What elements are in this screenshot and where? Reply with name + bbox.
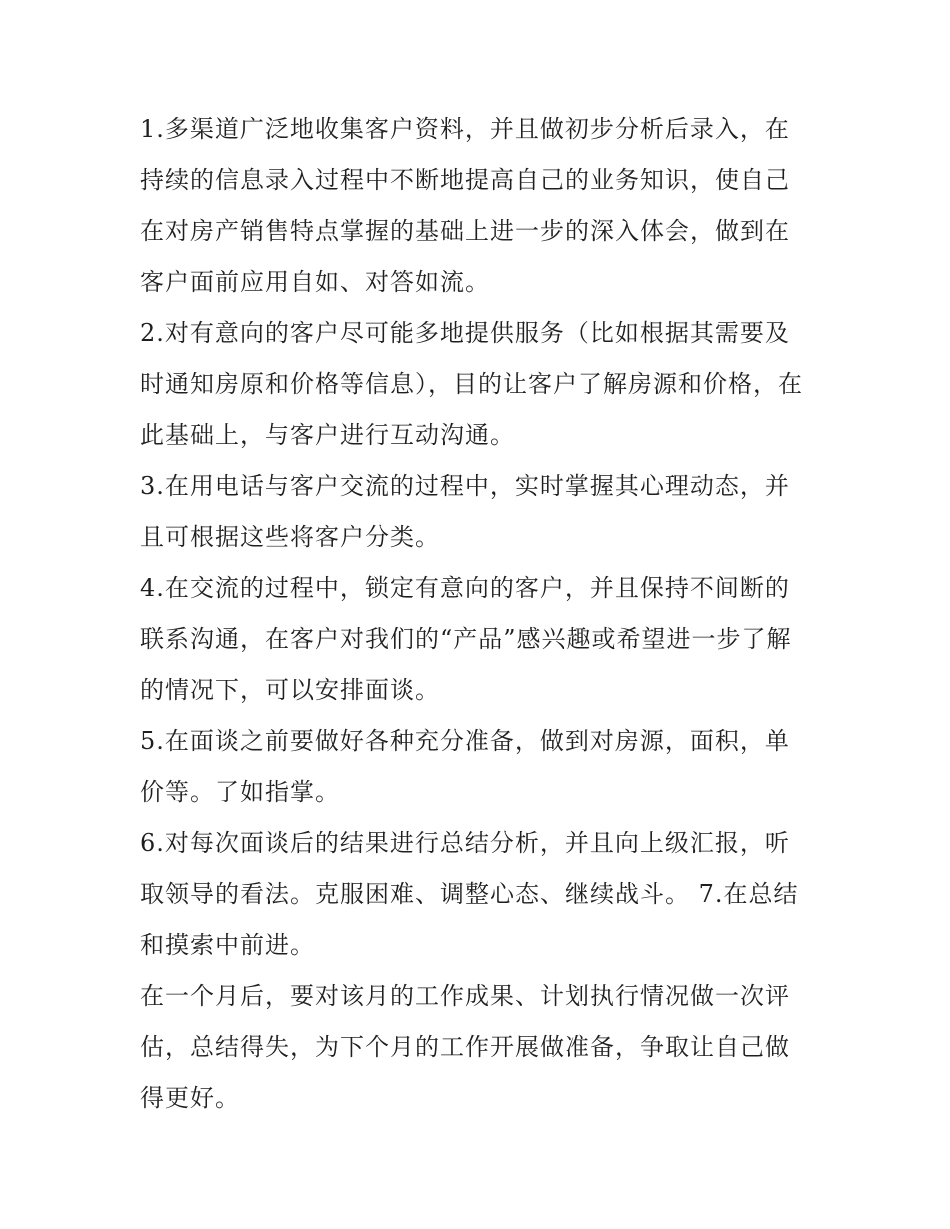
document-body	[140, 104, 812, 1124]
paragraph-1: 1.多渠道广泛地收集客户资料，并且做初步分析后录入，在持续的信息录入过程中不断地提高自己的业务知识，使自己在对房产销售特点掌握的基础上进一步的深入体会，做到在客户面前应用自如、对答如流。	[140, 115, 790, 296]
paragraph-7: 在一个月后，要对该月的工作成果、计划执行情况做一次评估，总结得失，为下个月的工作开展做准备，争取让自己做得更好。	[140, 982, 790, 1112]
paragraph-6: 6.对每次面谈后的结果进行总结分析，并且向上级汇报，听取领导的看法。克服困难、调整心态、继续战斗。 7.在总结和摸索中前进。	[140, 829, 799, 959]
paragraph-5: 5.在面谈之前要做好各种充分准备，做到对房源，面积，单价等。了如指掌。	[140, 727, 790, 806]
paragraph-4: 4.在交流的过程中，锁定有意向的客户，并且保持不间断的联系沟通，在客户对我们的“产品”感兴趣或希望进一步了解的情况下，可以安排面谈。	[140, 574, 792, 704]
paragraph-2: 2.对有意向的客户尽可能多地提供服务（比如根据其需要及时通知房原和价格等信息），目的让客户了解房源和价格，在此基础上，与客户进行互动沟通。	[140, 319, 803, 449]
paragraph-3: 3.在用电话与客户交流的过程中，实时掌握其心理动态，并且可根据这些将客户分类。	[140, 472, 790, 551]
